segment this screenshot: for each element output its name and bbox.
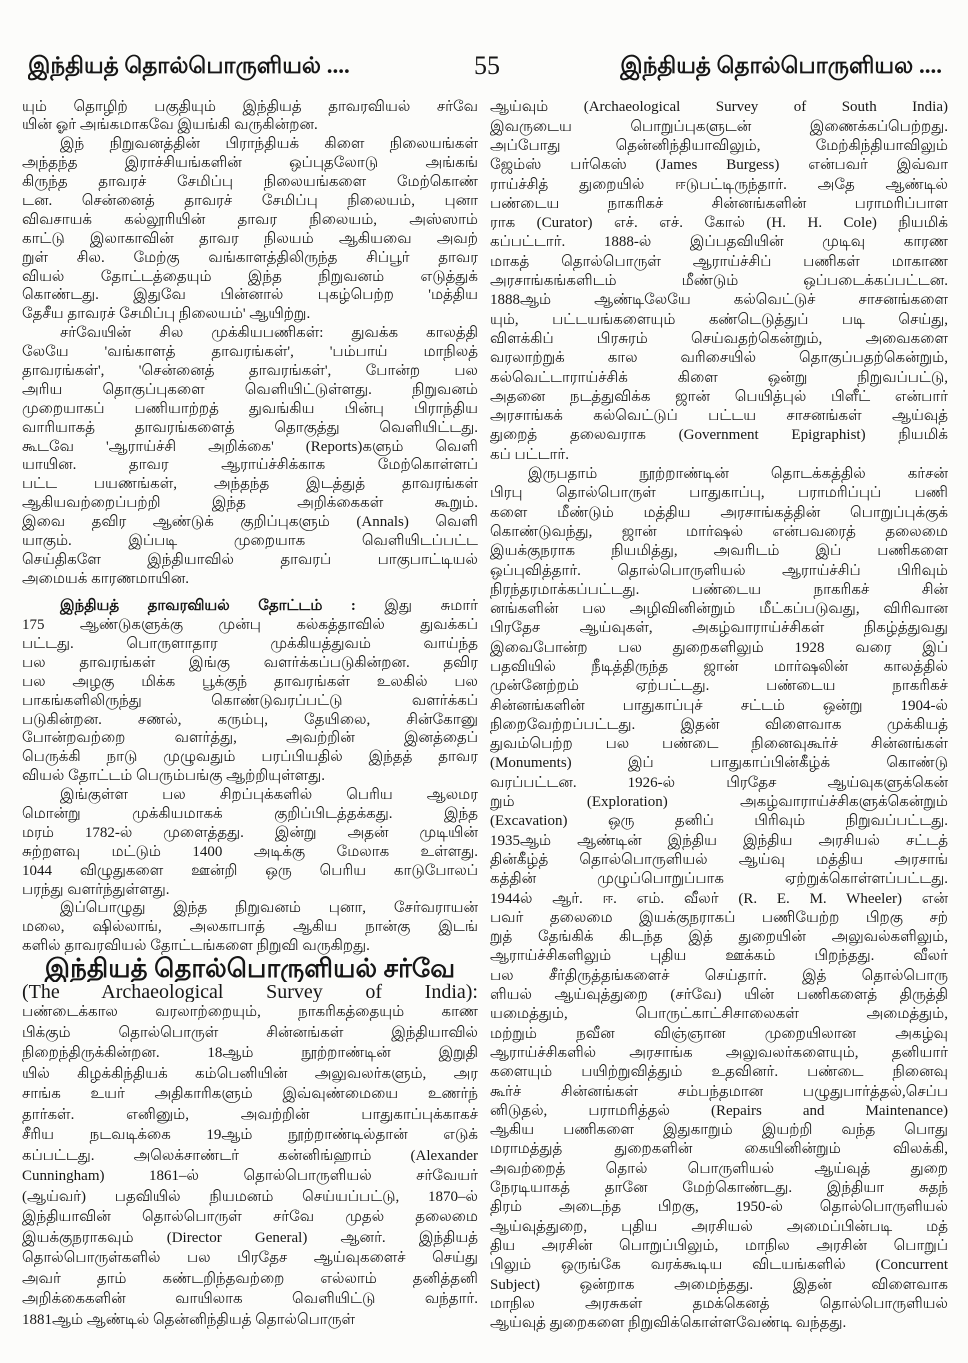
text-line: முறையாகப் பணியாற்றத் துவங்கிய பின்பு பிராந்திய [22,400,478,417]
text-line: இந் நிறுவனத்தின் பிராந்தியக் கிளை நிலையங்கள் [60,136,478,153]
text-line: அந்தந்த இராச்சியங்களின் ஒப்புதலோடு அங்கங் [22,155,478,172]
text-line: வரலாற்றுக் கால வரிசையில் தொகுப்பதற்கென்றும், [490,350,948,367]
text-line: இவருடைய பொறுப்புகளுடன் இணைக்கப்பெற்றது. [490,118,948,135]
text-line: சுற்றளவு மட்டும் 1400 அடிக்கு மேலாக உள்ளது. [22,843,478,860]
text-line: சர்வேயின் சில முக்கியபணிகள்: துவக்க காலத்தி [60,325,478,342]
text-line: பவர் தலைமை இயக்குநராகப் பணியேற்ற பிறகு சற் [490,909,948,926]
text-line: பிக்கும் தொல்பொருள் சின்னங்கள் இந்தியாவில் [22,1024,478,1041]
text-line: னிடுதல், பராமரித்தல் (Repairs and Maintenance) [490,1102,948,1119]
page-number: 55 [474,51,500,80]
text-line: டன. சென்னைத் தாவரச் சேமிப்பு நிலையம், புனா [22,192,478,209]
text-line: களை மீண்டும் மத்திய அரசாங்கத்தின் பொறுப்புக்குக் [490,504,948,521]
text-line: பிரபு தொல்பொருள் பாதுகாப்பு, பராமரிப்புப் பணி [490,485,948,502]
section-subtitle: (The Archaeological Survey of India): [22,982,478,1003]
text-line: நிரந்தரமாக்கப்பட்டது. பண்டைய நாகரிகச் சின் [490,581,948,598]
text-line: பட்டது. பொருளாதார முக்கியத்துவம் வாய்ந்த [22,635,478,652]
text-line: ஜேம்ஸ் பர்கெஸ் (James Burgess) என்பவர் இவ்வா [490,157,948,174]
text-line: விளக்கிப் பிரசுரம் செய்வதற்கென்றும், அவைகளை [490,330,948,347]
text-line: லேயே 'வங்காளத் தாவரங்கள்', 'பம்பாய் மாநிலத் [22,344,478,361]
text-line: யின் ஓர் அங்கமாகவே இயங்கி வருகின்றன. [22,117,318,134]
text-line: சின்னங்களின் பாதுகாப்புச் சட்டம் ஒன்று 1904-ல் [490,697,948,714]
text-line: அறிக்கைகளின் வாயிலாக வெளியிட்டு வந்தார். [22,1291,478,1308]
text-line: றும் (Exploration) அகழ்வாராய்ச்சிகளுக்கென்றும் [490,794,948,811]
text-line: தின்கீழ்த் தொல்பொருளியல் ஆய்வு மத்திய அரசாங் [490,851,948,868]
text-line: ஆராய்ச்சிகளில் அரசாங்க அலுவலர்களையும், தனியார் [490,1044,948,1061]
text-line: னங்களின் பல அழிவினின்றும் மீட்கப்படுவது, விரிவான [490,601,948,618]
text-line: ராக (Curator) எச். எச். கோல் (H. H. Cole) நியமிக் [490,215,948,232]
text-line: இயக்குநராக நியமித்து, அவரிடம் இப் பணிகளை [490,543,948,560]
text-line: போன்றவற்றை வளர்த்து, அவற்றின் இனத்தைப் [22,730,478,747]
text-line: 1944ல் ஆர். ஈ. எம். வீலர் (R. E. M. Wheeler) என் [490,890,948,907]
text-line: அரிய தொகுப்புகளை வெளியிட்டுள்ளது. நிறுவனம் [22,381,478,398]
text-line: 1044 விழுதுகளை ஊன்றி ஒரு பெரிய காடுபோலப் [22,862,478,879]
text-line: விவசாயக் கல்லூரியின் தாவர நிலையம், அஸ்ஸாம் [22,211,478,228]
text-line: Cunningham) 1861–ல் தொல்பொருளியல் சர்வேயர் [22,1168,478,1185]
text-line: யும், பட்டயங்களையும் கண்டெடுத்துப் படி செய்து, [490,311,948,328]
text-line: யும் தொழிற் பகுதியும் இந்தியத் தாவரவியல் சர்வே [22,98,478,115]
text-line: 1881ஆம் ஆண்டில் தென்னிந்தியத் தொல்பொருள் [22,1311,356,1328]
text-line: இவை தவிர ஆண்டுக் குறிப்புகளும் (Annals) வெளி [22,514,478,531]
text-line: (Monuments) இப் பாதுகாப்பின்கீழ்க் கொண்டு [490,755,948,772]
text-line: அமையக் காரணமாயின. [22,570,190,587]
text-line: பிரதேச ஆய்வுகள், அகழ்வாராய்ச்சிகள் நிகழ்த்துவது [490,620,948,637]
text-line: ராய்ச்சித் துறையில் ஈடுபட்டிருந்தார். அதே ஆண்டில் [490,176,948,193]
text-line: யாயின. தாவர ஆராய்ச்சிக்காக மேற்கொள்ளப் [22,457,478,474]
text-line: கப்பட்டது. அலெக்சாண்டர் கன்னிங்ஹாம் (Alexander [22,1147,478,1164]
text-line: யமைத்தும், பொருட்காட்சிசாலைகள் அமைத்தும், [490,1006,948,1023]
text-line: 1888ஆம் ஆண்டிலேயே கல்வெட்டுச் சாசனங்களை [490,292,948,309]
archaeological-survey-section [22,956,478,1330]
text-line: வியல் தோட்டத்தையும் இந்த நிறுவனம் எடுத்துக் [22,268,478,285]
paragraph [22,597,478,786]
text-line: பல தாவரங்கள் இங்கு வளர்க்கப்படுகின்றன. தவிர [22,654,478,671]
text-line: ஆகிய பணிகளை இதுகாறும் இயற்றி வந்த பொது [490,1122,948,1139]
text-line: பெருக்கி நாடு முழுவதும் பரப்பியதில் இந்தத் தாவர [22,749,478,766]
text-line: பிலும் ஒருங்கே வரக்கூடிய விடயங்களில் (Concurrent [490,1257,948,1274]
text-line: ஆராய்ச்சிகளிலும் புதிய ஊக்கம் பிறந்தது. வீலர் [490,948,948,965]
text-line: பல சீர்திருத்தங்களைச் செய்தார். இத் தொல்பொரு [490,967,948,984]
text-line: தார்கள். எனினும், அவற்றின் பாதுகாப்புக்காகச் [22,1106,478,1123]
paragraph [22,98,478,136]
text-line: ஆய்வுத்துறை, புதிய அரசியல் அமைப்பின்படி மத் [490,1218,948,1235]
text-line: (Excavation) ஒரு தனிப் பிரிவும் நிறுவப்பட்டது. [490,813,948,830]
text-line: வரப்பட்டன. 1926-ல் பிரதேச ஆய்வுகளுக்கென் [490,774,948,791]
text-line: பரந்து வளர்ந்துள்ளது. [22,881,170,898]
text-line: இந்தியாவின் தொல்பொருள் சர்வே முதல் தலைமை [22,1209,478,1226]
text-line: ஆகியவற்றைப்பற்றி இந்த அறிக்கைகள் கூறும். [22,495,478,512]
text-line: படுகின்றன. சணல், கரும்பு, தேயிலை, சின்கோனு [22,711,478,728]
text-line: நிறைந்திருக்கின்றன. 18ஆம் நூற்றாண்டின் இறுதி [22,1045,478,1062]
text-line: மலை, ஷில்லாங், அலகாபாத் ஆகிய நான்கு இடங் [22,919,478,936]
run-in-heading: இந்தியத் தாவரவியல் தோட்டம் : [60,598,356,615]
text-line: மாகத் தொல்பொருள் ஆராய்ச்சிப் பணிகள் மாகாண [490,253,948,270]
text-line: அவற்றைத் தொல் பொருளியல் ஆய்வுத் துறை [490,1160,948,1177]
paragraph [22,1002,478,1330]
text-line: நிறைவேற்றப்பட்டது. இதன் விளைவாக முக்கியத் [490,716,948,733]
text-line: அதனை நடத்துவிக்க ஜான் பெயித்புல் பிளீட் என்பார் [490,388,948,405]
text-line: வாரியாகத் தாவரங்களைத் தொகுத்து வெளியிட்டது. [22,419,478,436]
text-line: பண்டைக்கால வரலாற்றையும், நாகரிகத்தையும் காண [22,1004,478,1021]
line-text: இது சுமார் [384,598,478,615]
section-body [22,1002,478,1330]
text-line: மரம் 1782-ல் முளைத்தது. இன்று அதன் முடியின் [22,824,478,841]
text-line: பண்டைய நாகரிகச் சின்னங்களின் பராமரிப்பாள [490,195,948,212]
text-line: ஒப்புவித்தார். தொல்பொருளியல் ஆராய்ச்சிப் பிரிவும் [490,562,948,579]
paragraph [22,324,478,588]
text-line [22,597,478,616]
text-line: களில் தாவரவியல் தோட்டங்களை நிறுவி வருகிறது. [22,938,370,955]
text-line: திய அரசின் பொறுப்பிலும், மாநில அரசின் பொறுப் [490,1237,948,1254]
text-line: தேசீய தாவரச் சேமிப்பு நிலையம்' ஆயிற்று. [22,306,311,323]
text-line: அரசாங்கங்களிடம் மீண்டும் ஒப்படைக்கப்பட்டன. [490,273,948,290]
text-line: ளியல் ஆய்வுத்துறை (சர்வே) யின் பணிகளைத் திருத்தி [490,987,948,1004]
text-line: 1935ஆம் ஆண்டின் இந்திய இந்திய அரசியல் சட்டத் [490,832,948,849]
text-line: நேரடியாகத் தானே மேற்கொண்டது. இந்தியா சுதந் [490,1180,948,1197]
paragraph [490,465,948,1333]
paragraph [22,786,478,899]
text-line: வியல் தோட்டம் பெரும்பங்கு ஆற்றியுள்ளது. [22,768,325,785]
text-line: தாவரங்கள்', 'சென்னைத் தாவரங்கள்', போன்ற பல [22,362,478,379]
text-line: களையும் பயிற்றுவித்தும் உதவினர். பண்டை நினைவு [490,1064,948,1081]
text-line: ஆய்வுத் துறைகளை நிறுவிக்கொள்ளவேண்டி வந்தது. [490,1315,847,1332]
text-line: கத்தின் முழுப்பொறுப்பாக ஏற்றுக்கொள்ளப்பட்டது. [490,871,948,888]
left-column [22,98,478,1338]
text-line: துவம்பெற்ற பல பண்டை நினைவுகூர்ச் சின்னங்கள் [490,736,948,753]
paragraph [22,135,478,324]
text-line: யாகும். இப்படி முறையாக வெளியிடப்பட்ட [22,532,478,549]
text-line: யில் கிழக்கிந்தியக் கம்பெனியின் அலுவலர்களும், அர [22,1065,478,1082]
text-line: றுத் தேங்கிக் கிடந்த இத் துறையின் அலுவல்களிலும், [490,929,948,946]
text-line: ஆய்வும் (Archaeological Survey of South India) [490,99,948,116]
text-line: முன்னேற்றம் ஏற்பட்டது. பண்டைய நாகரிகச் [490,678,948,695]
text-line: (ஆய்வர்) பதவியில் நியமனம் செய்யப்பட்டு, 1870–ல் [22,1188,478,1205]
text-line: மொன்று முக்கியமாகக் குறிப்பிடத்தக்கது. இந்த [22,805,478,822]
right-column [490,98,948,1338]
running-header-right: இந்தியத் தொல்பொருளியல .... [620,53,942,78]
text-line: அவர் தாம் கண்டறிந்தவற்றை எல்லாம் தனித்தனி [22,1270,478,1287]
section-heading: இந்தியத் தொல்பொருளியல் சர்வே [44,956,456,983]
text-line: திரம் அடைந்த பிறகு, 1950-ல் தொல்பொருளியல் [490,1199,948,1216]
text-line: அப்போது தென்னிந்தியாவிலும், மேற்கிந்தியாவிலும் [490,137,948,154]
text-line: இவைபோன்ற பல துறைகளிலும் 1928 வரை இப் [490,639,948,656]
text-line: பாகங்களிலிருந்து கொண்டுவரப்பட்டு வளர்க்கப் [22,692,478,709]
text-line: கொண்டுவந்து, ஜான் மார்ஷல் என்பவரைத் தலைமை [490,523,948,540]
text-line: கப்பட்டார். 1888-ல் இப்பதவியின் முடிவு காரண [490,234,948,251]
text-line: கொண்டது. இதுவே பின்னால் புகழ்பெற்ற 'மத்திய [22,287,478,304]
text-line: துறைத் தலைவராக (Government Epigraphist) நியமிக் [490,427,948,444]
text-line: 175 ஆண்டுகளுக்கு முன்பு கல்கத்தாவில் துவக்கப் [22,617,478,634]
text-line: இருபதாம் நூற்றாண்டின் தொடக்கத்தில் கர்சன் [528,466,948,483]
text-line: இங்குள்ள பல சிறப்புக்களில் பெரிய ஆலமர [60,787,478,804]
paragraph [490,98,948,465]
text-line: கல்வெட்டாராய்ச்சிக் கிளை ஒன்று நிறுவப்பட்டு, [490,369,948,386]
text-line: கூர்ச் சின்னங்கள் சம்பந்தமான பழுதுபார்த்தல்,செப்ப [490,1083,948,1100]
text-line: காட்டு இலாகாவின் தாவர நிலயம் ஆகியவை அவற் [22,230,478,247]
text-line: தொல்பொருள்களில் பல பிரதேச ஆய்வுகளைச் செய்து [22,1250,478,1267]
text-line: இயக்குநராகவும் (Director General) ஆனர். இந்தியத் [22,1229,478,1246]
text-line: கூடவே 'ஆராய்ச்சி அறிக்கை' (Reports)களும் வெளி [22,438,478,455]
text-line: செய்திகளே இந்தியாவில் தாவரப் பாகுபாட்டியல் [22,551,478,568]
text-line: மராமத்துத் துறைகளின் கையினின்றும் விலக்கி, [490,1141,948,1158]
text-line: Subject) ஒன்றாக அமைந்தது. இதன் விளைவாக [490,1276,948,1293]
paragraph [22,899,478,956]
text-line: கிருந்த தாவரச் சேமிப்பு நிலையங்களை மேற்கொண் [22,174,478,191]
text-line: றுள் சில. மேற்கு வங்காளத்திலிருந்த சிப்பூர் தாவர [22,249,478,266]
text-line: பதவியில் நீடித்திருந்த ஜான் மார்ஷலின் காலத்தில் [490,659,948,675]
text-line: இப்பொழுது இந்த நிறுவனம் புனா, சேர்வராயன் [60,900,478,917]
text-line: சீரிய நடவடிக்கை 19ஆம் நூற்றாண்டில்தான் எடுக் [22,1127,478,1144]
left-column-body [22,98,478,957]
text-line: பல அழகு மிக்க பூக்குந் தாவரங்கள் உலகில் பல [22,673,478,690]
text-line: கப் பட்டார். [490,446,569,463]
text-line: மற்றும் நவீன விஞ்ஞான முறையிலான அகழ்வு [490,1025,948,1042]
text-line: சாங்க உயர் அதிகாரிகளும் இவ்வுண்மையை உணர்ந் [22,1086,478,1103]
text-line: பட்ட பயணங்கள், அந்தந்த இடத்துத் தாவரங்கள் [22,476,478,493]
text-line: மாநில அரசுகள் தமக்கெனத் தொல்பொருளியல் [490,1295,948,1312]
running-header-left: இந்தியத் தொல்பொருளியல் .... [28,53,350,78]
right-column-body [490,98,948,1333]
text-line: அரசாங்கக் கல்வெட்டுப் பட்டய சாசனங்கள் ஆய்வுத் [490,408,948,425]
